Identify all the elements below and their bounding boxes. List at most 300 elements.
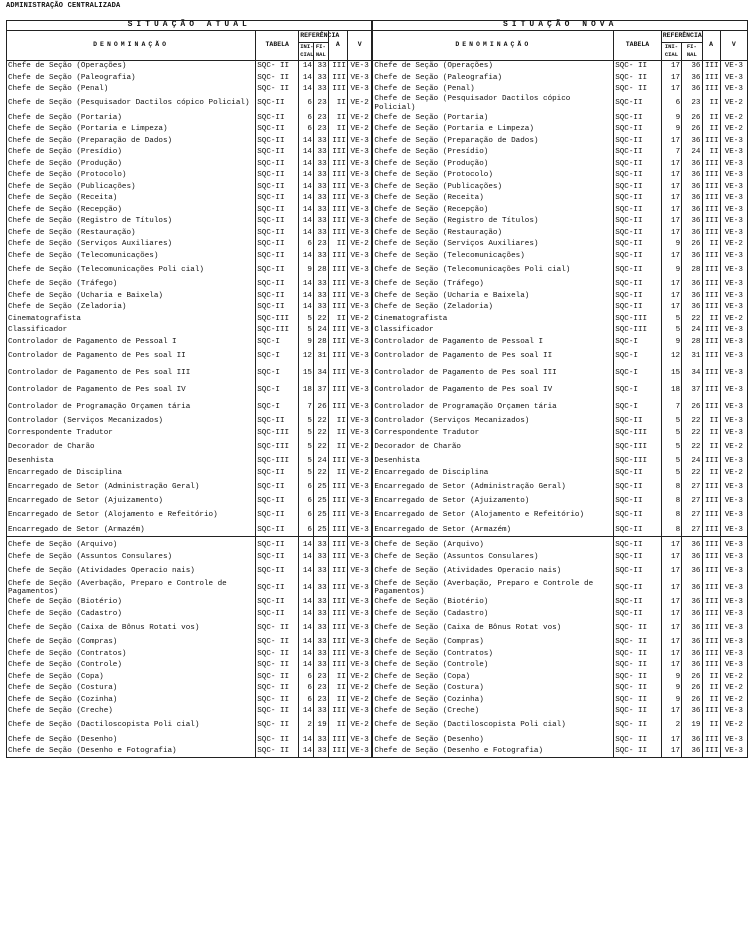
ref-inicial-current-cell: 14 <box>299 620 314 637</box>
ref-inicial-current-cell: 15 <box>299 365 314 382</box>
tabela-new-cell: SQC-I <box>614 399 662 416</box>
table-row <box>7 439 748 456</box>
denominacao-new-cell: Chefe de Seção (Paleografia) <box>372 72 613 84</box>
tabela-current-cell: SQC- II <box>256 734 299 746</box>
ref-final-current-cell: 33 <box>313 250 328 262</box>
a-new-cell: III <box>702 479 720 496</box>
table-row <box>7 382 748 399</box>
ref-inicial-new-cell: 17 <box>661 551 681 563</box>
table-row <box>7 551 748 563</box>
v-new-cell: VE-3 <box>720 507 747 524</box>
tabela-new-cell: SQC-II <box>614 496 662 508</box>
v-current-cell: VE-3 <box>347 290 372 302</box>
v-current-cell: VE-3 <box>347 746 372 758</box>
denominacao-current-cell: Encarregado de Setor (Ajuizamento) <box>7 496 256 508</box>
a-new-cell: III <box>702 580 720 597</box>
tabela-new-cell: SQC-II <box>614 467 662 479</box>
ref-inicial-new-cell: 17 <box>661 706 681 718</box>
v-new-cell: VE-3 <box>720 608 747 620</box>
ref-final-current-cell: 23 <box>313 95 328 112</box>
ref-inicial-current-cell: 14 <box>299 170 314 182</box>
ref-final-current-cell: 33 <box>313 72 328 84</box>
a-new-cell: III <box>702 181 720 193</box>
a-new-cell: III <box>702 365 720 382</box>
tabela-new-cell: SQC-III <box>614 456 662 468</box>
ref-final-new-cell: 27 <box>682 496 702 508</box>
ref-final-current-cell: 33 <box>313 279 328 291</box>
denominacao-current-cell: Chefe de Seção (Receita) <box>7 193 256 205</box>
ref-inicial-new-cell: 5 <box>661 467 681 479</box>
v-current-cell: VE-3 <box>347 158 372 170</box>
ref-final-current-cell: 22 <box>313 467 328 479</box>
denominacao-current-cell: Chefe de Seção (Controle) <box>7 660 256 672</box>
tabela-new-cell: SQC- II <box>614 683 662 695</box>
ref-inicial-new-cell: 9 <box>661 336 681 348</box>
table-row <box>7 540 748 552</box>
v-new-cell: VE-3 <box>720 620 747 637</box>
ref-inicial-new-cell: 17 <box>661 540 681 552</box>
v-current-cell: VE-2 <box>347 694 372 706</box>
v-new-cell: VE-3 <box>720 302 747 314</box>
v-new-cell: VE-3 <box>720 416 747 428</box>
tabela-new-cell: SQC-II <box>614 540 662 552</box>
ref-inicial-new-cell: 17 <box>661 279 681 291</box>
v-new-cell: VE-3 <box>720 746 747 758</box>
ref-final-new-cell: 36 <box>682 563 702 580</box>
table-row <box>7 734 748 746</box>
v-current-cell: VE-3 <box>347 302 372 314</box>
ref-final-current-cell: 33 <box>313 216 328 228</box>
tabela-new-cell: SQC- II <box>614 84 662 96</box>
tabela-current-cell: SQC-II <box>256 467 299 479</box>
a-new-cell: III <box>702 648 720 660</box>
v-new-cell: VE-3 <box>720 279 747 291</box>
tabela-new-cell: SQC-II <box>614 124 662 136</box>
table-row <box>7 95 748 112</box>
v-current-cell: VE-3 <box>347 170 372 182</box>
ref-final-new-cell: 36 <box>682 227 702 239</box>
ref-final-current-cell: 33 <box>313 597 328 609</box>
v-current-cell: VE-2 <box>347 112 372 124</box>
ref-inicial-current-cell: 14 <box>299 181 314 193</box>
a-new-cell: III <box>702 507 720 524</box>
a-current-cell: III <box>328 563 347 580</box>
tabela-new-cell: SQC-III <box>614 313 662 325</box>
denominacao-current-cell: Chefe de Seção (Costura) <box>7 683 256 695</box>
a-current-cell: III <box>328 660 347 672</box>
ref-inicial-new-cell: 17 <box>661 181 681 193</box>
a-current-cell: II <box>328 416 347 428</box>
tabela-new-cell: SQC- II <box>614 734 662 746</box>
ref-final-current-cell: 33 <box>313 227 328 239</box>
v-new-cell: VE-3 <box>720 204 747 216</box>
tabela-new-cell: SQC- II <box>614 717 662 734</box>
tabela-current-cell: SQC-II <box>256 158 299 170</box>
denominacao-new-cell: Chefe de Seção (Tráfego) <box>372 279 613 291</box>
v-current-cell: VE-3 <box>347 456 372 468</box>
a-new-cell: III <box>702 279 720 291</box>
ref-inicial-new-cell: 17 <box>661 170 681 182</box>
denominacao-new-cell: Controlador de Programação Orçamen tária <box>372 399 613 416</box>
a-current-cell: III <box>328 637 347 649</box>
v-new-cell: VE-3 <box>720 336 747 348</box>
v-new-cell: VE-3 <box>720 147 747 159</box>
denominacao-current-cell: Encarregado de Setor (Administração Geral) <box>7 479 256 496</box>
denominacao-current-cell: Controlador de Pagamento de Pes soal III <box>7 365 256 382</box>
a-current-cell: III <box>328 597 347 609</box>
table-row <box>7 427 748 439</box>
tabela-new-cell: SQC-III <box>614 325 662 337</box>
ref-inicial-current-cell: 14 <box>299 746 314 758</box>
tabela-current-cell: SQC-II <box>256 416 299 428</box>
ref-inicial-new-cell: 5 <box>661 416 681 428</box>
v-current-cell: VE-3 <box>347 348 372 365</box>
denominacao-new-cell: Correspondente Tradutor <box>372 427 613 439</box>
v-current-cell: VE-3 <box>347 181 372 193</box>
tabela-current-cell: SQC-II <box>256 608 299 620</box>
ref-inicial-current-cell: 2 <box>299 717 314 734</box>
ref-inicial-current-cell: 14 <box>299 279 314 291</box>
ref-inicial-current-cell: 14 <box>299 608 314 620</box>
ref-inicial-current-cell: 6 <box>299 524 314 536</box>
ref-inicial-new-cell: 17 <box>661 158 681 170</box>
tabela-new-cell: SQC-I <box>614 382 662 399</box>
tabela-current-cell: SQC- II <box>256 660 299 672</box>
v-current-cell: VE-3 <box>347 60 372 72</box>
v-new-cell: VE-3 <box>720 456 747 468</box>
ref-inicial-new-cell: 8 <box>661 496 681 508</box>
a-new-cell: III <box>702 382 720 399</box>
ref-final-new-cell: 36 <box>682 158 702 170</box>
ref-inicial-current-cell: 6 <box>299 124 314 136</box>
table-row <box>7 399 748 416</box>
denominacao-new-cell: Chefe de Seção (Produção) <box>372 158 613 170</box>
a-new-cell: II <box>702 124 720 136</box>
v-current-cell: VE-3 <box>347 540 372 552</box>
ref-final-new-cell: 27 <box>682 524 702 536</box>
tabela-current-cell: SQC-II <box>256 551 299 563</box>
v-current-cell: VE-3 <box>347 734 372 746</box>
a-current-cell: III <box>328 135 347 147</box>
denominacao-current-cell: Controlador (Serviços Mecanizados) <box>7 416 256 428</box>
tabela-current-cell: SQC-II <box>256 580 299 597</box>
denominacao-new-cell: Encarregado de Setor (Alojamento e Refeitório) <box>372 507 613 524</box>
v-new-cell: VE-3 <box>720 580 747 597</box>
tabela-new-cell: SQC- II <box>614 746 662 758</box>
ref-final-current-cell: 33 <box>313 193 328 205</box>
ref-final-current-cell: 31 <box>313 348 328 365</box>
ref-final-current-cell: 33 <box>313 637 328 649</box>
denominacao-new-cell: Chefe de Seção (Portaria) <box>372 112 613 124</box>
tabela-current-cell: SQC-I <box>256 365 299 382</box>
a-new-cell: III <box>702 551 720 563</box>
denominacao-new-cell: Chefe de Seção (Preparação de Dados) <box>372 135 613 147</box>
a-new-cell: III <box>702 193 720 205</box>
v-current-cell: VE-3 <box>347 427 372 439</box>
ref-inicial-current-cell: 14 <box>299 563 314 580</box>
table-row <box>7 84 748 96</box>
denominacao-current-cell: Correspondente Tradutor <box>7 427 256 439</box>
denominacao-current-cell: Classificador <box>7 325 256 337</box>
denominacao-new-cell: Chefe de Seção (Creche) <box>372 706 613 718</box>
ref-final-current-cell: 23 <box>313 694 328 706</box>
a-current-cell: III <box>328 60 347 72</box>
table-row <box>7 181 748 193</box>
table-row <box>7 124 748 136</box>
v-current-cell: VE-2 <box>347 239 372 251</box>
denominacao-current-cell: Chefe de Seção (Paleografia) <box>7 72 256 84</box>
ref-final-current-cell: 33 <box>313 706 328 718</box>
denominacao-new-cell: Chefe de Seção (Dactiloscopista Poli cial) <box>372 717 613 734</box>
table-row <box>7 250 748 262</box>
denominacao-current-cell: Chefe de Seção (Produção) <box>7 158 256 170</box>
ref-inicial-current-cell: 9 <box>299 262 314 279</box>
ref-final-new-cell: 37 <box>682 382 702 399</box>
table-row <box>7 216 748 228</box>
table-row <box>7 637 748 649</box>
ref-final-current-cell: 33 <box>313 563 328 580</box>
a-new-cell: III <box>702 734 720 746</box>
ref-final-new-cell: 19 <box>682 717 702 734</box>
tabela-current-cell: SQC-II <box>256 204 299 216</box>
a-current-cell: III <box>328 734 347 746</box>
denominacao-current-cell: Chefe de Seção (Restauração) <box>7 227 256 239</box>
v-new-cell: VE-3 <box>720 158 747 170</box>
v-current-cell: VE-2 <box>347 683 372 695</box>
ref-inicial-new-cell: 17 <box>661 648 681 660</box>
v-new-cell: VE-2 <box>720 717 747 734</box>
tabela-current-cell: SQC-II <box>256 563 299 580</box>
ref-inicial-current-cell: 9 <box>299 336 314 348</box>
a-new-cell: III <box>702 399 720 416</box>
a-new-cell: III <box>702 290 720 302</box>
tabela-current-cell: SQC-II <box>256 216 299 228</box>
ref-inicial-new-cell: 5 <box>661 439 681 456</box>
tabela-current-cell: SQC-II <box>256 540 299 552</box>
ref-final-new-cell: 36 <box>682 597 702 609</box>
ref-final-current-cell: 23 <box>313 683 328 695</box>
denominacao-current-cell: Decorador de Charão <box>7 439 256 456</box>
ref-inicial-new-cell: 17 <box>661 620 681 637</box>
ref-inicial-new-cell: 8 <box>661 524 681 536</box>
ref-final-current-cell: 23 <box>313 239 328 251</box>
tabela-current-cell: SQC-II <box>256 279 299 291</box>
v-new-cell: VE-2 <box>720 95 747 112</box>
tabela-new-cell: SQC-III <box>614 427 662 439</box>
v-current-cell: VE-3 <box>347 507 372 524</box>
tabela-current-cell: SQC-III <box>256 325 299 337</box>
denominacao-current-cell: Cinematografista <box>7 313 256 325</box>
a-new-cell: III <box>702 302 720 314</box>
denominacao-current-cell: Chefe de Seção (Serviços Auxiliares) <box>7 239 256 251</box>
tabela-current-cell: SQC-II <box>256 239 299 251</box>
ref-final-current-cell: 19 <box>313 717 328 734</box>
v-current-cell: VE-3 <box>347 524 372 536</box>
ref-inicial-new-cell: 15 <box>661 365 681 382</box>
v-new-cell: VE-2 <box>720 467 747 479</box>
a-current-cell: III <box>328 216 347 228</box>
v-new-cell: VE-3 <box>720 60 747 72</box>
denominacao-current-cell: Chefe de Seção (Caixa de Bônus Rotati vos) <box>7 620 256 637</box>
col-inicial-right: INI-CIAL <box>661 43 681 61</box>
ref-final-new-cell: 26 <box>682 694 702 706</box>
denominacao-current-cell: Chefe de Seção (Zeladoria) <box>7 302 256 314</box>
a-new-cell: II <box>702 439 720 456</box>
ref-final-current-cell: 33 <box>313 551 328 563</box>
a-current-cell: III <box>328 181 347 193</box>
v-new-cell: VE-3 <box>720 479 747 496</box>
denominacao-current-cell: Encarregado de Setor (Alojamento e Refeitório) <box>7 507 256 524</box>
a-new-cell: III <box>702 84 720 96</box>
salary-reclassification-table <box>6 20 748 758</box>
tabela-current-cell: SQC- II <box>256 746 299 758</box>
v-current-cell: VE-3 <box>347 660 372 672</box>
ref-inicial-new-cell: 18 <box>661 382 681 399</box>
ref-final-new-cell: 36 <box>682 734 702 746</box>
ref-inicial-current-cell: 18 <box>299 382 314 399</box>
ref-inicial-new-cell: 5 <box>661 456 681 468</box>
denominacao-current-cell: Chefe de Seção (Presídio) <box>7 147 256 159</box>
table-row <box>7 336 748 348</box>
table-row <box>7 563 748 580</box>
denominacao-new-cell: Controlador de Pagamento de Pessoal I <box>372 336 613 348</box>
a-new-cell: III <box>702 72 720 84</box>
tabela-new-cell: SQC- II <box>614 706 662 718</box>
ref-final-current-cell: 23 <box>313 124 328 136</box>
ref-inicial-current-cell: 14 <box>299 706 314 718</box>
ref-final-new-cell: 36 <box>682 181 702 193</box>
ref-final-new-cell: 26 <box>682 112 702 124</box>
v-current-cell: VE-3 <box>347 479 372 496</box>
situation-current-heading: SITUAÇÃO ATUAL <box>7 21 373 31</box>
v-current-cell: VE-3 <box>347 325 372 337</box>
v-new-cell: VE-3 <box>720 325 747 337</box>
a-current-cell: III <box>328 227 347 239</box>
a-new-cell: III <box>702 597 720 609</box>
v-new-cell: VE-3 <box>720 193 747 205</box>
v-new-cell: VE-3 <box>720 135 747 147</box>
a-new-cell: II <box>702 112 720 124</box>
table-row <box>7 147 748 159</box>
v-new-cell: VE-2 <box>720 313 747 325</box>
ref-inicial-new-cell: 17 <box>661 72 681 84</box>
ref-inicial-current-cell: 6 <box>299 112 314 124</box>
ref-inicial-new-cell: 17 <box>661 193 681 205</box>
denominacao-current-cell: Chefe de Seção (Operações) <box>7 60 256 72</box>
tabela-new-cell: SQC-II <box>614 416 662 428</box>
tabela-current-cell: SQC-II <box>256 170 299 182</box>
ref-final-new-cell: 34 <box>682 365 702 382</box>
ref-final-new-cell: 36 <box>682 290 702 302</box>
a-current-cell: III <box>328 456 347 468</box>
a-current-cell: II <box>328 427 347 439</box>
v-new-cell: VE-2 <box>720 671 747 683</box>
ref-final-current-cell: 33 <box>313 181 328 193</box>
tabela-current-cell: SQC-II <box>256 302 299 314</box>
v-new-cell: VE-3 <box>720 551 747 563</box>
ref-inicial-new-cell: 17 <box>661 302 681 314</box>
ref-inicial-current-cell: 14 <box>299 250 314 262</box>
a-new-cell: III <box>702 227 720 239</box>
col-tabela-right: TABELA <box>614 31 662 61</box>
a-new-cell: II <box>702 416 720 428</box>
a-current-cell: II <box>328 683 347 695</box>
ref-final-current-cell: 33 <box>313 580 328 597</box>
v-current-cell: VE-2 <box>347 717 372 734</box>
ref-inicial-current-cell: 14 <box>299 216 314 228</box>
tabela-new-cell: SQC-III <box>614 439 662 456</box>
denominacao-new-cell: Chefe de Seção (Cozinha) <box>372 694 613 706</box>
tabela-current-cell: SQC- II <box>256 620 299 637</box>
ref-final-new-cell: 26 <box>682 239 702 251</box>
table-row <box>7 158 748 170</box>
denominacao-current-cell: Chefe de Seção (Registro de Títulos) <box>7 216 256 228</box>
a-current-cell: III <box>328 524 347 536</box>
ref-inicial-current-cell: 14 <box>299 648 314 660</box>
ref-final-new-cell: 36 <box>682 170 702 182</box>
a-new-cell: III <box>702 262 720 279</box>
v-new-cell: VE-3 <box>720 250 747 262</box>
ref-final-new-cell: 36 <box>682 72 702 84</box>
ref-final-new-cell: 36 <box>682 746 702 758</box>
denominacao-current-cell: Chefe de Seção (Ucharia e Baixela) <box>7 290 256 302</box>
tabela-current-cell: SQC- II <box>256 694 299 706</box>
v-new-cell: VE-3 <box>720 648 747 660</box>
ref-final-new-cell: 36 <box>682 706 702 718</box>
ref-inicial-current-cell: 6 <box>299 683 314 695</box>
col-referencia-right: REFERÊNCIA <box>661 31 702 43</box>
ref-inicial-current-cell: 5 <box>299 313 314 325</box>
denominacao-new-cell: Chefe de Seção (Telecomunicações Poli cial) <box>372 262 613 279</box>
v-current-cell: VE-3 <box>347 216 372 228</box>
ref-inicial-current-cell: 14 <box>299 597 314 609</box>
ref-inicial-current-cell: 6 <box>299 496 314 508</box>
denominacao-current-cell: Chefe de Seção (Creche) <box>7 706 256 718</box>
ref-final-current-cell: 33 <box>313 204 328 216</box>
ref-inicial-new-cell: 9 <box>661 671 681 683</box>
ref-inicial-new-cell: 7 <box>661 147 681 159</box>
denominacao-current-cell: Chefe de Seção (Copa) <box>7 671 256 683</box>
tabela-current-cell: SQC- II <box>256 717 299 734</box>
denominacao-new-cell: Chefe de Seção (Penal) <box>372 84 613 96</box>
denominacao-new-cell: Chefe de Seção (Desenho) <box>372 734 613 746</box>
tabela-current-cell: SQC-II <box>256 479 299 496</box>
a-new-cell: III <box>702 158 720 170</box>
tabela-current-cell: SQC- II <box>256 60 299 72</box>
ref-inicial-new-cell: 17 <box>661 216 681 228</box>
a-current-cell: III <box>328 365 347 382</box>
ref-inicial-current-cell: 14 <box>299 734 314 746</box>
ref-inicial-current-cell: 6 <box>299 239 314 251</box>
ref-final-current-cell: 33 <box>313 147 328 159</box>
a-new-cell: II <box>702 239 720 251</box>
ref-inicial-current-cell: 14 <box>299 637 314 649</box>
v-current-cell: VE-2 <box>347 439 372 456</box>
denominacao-new-cell: Chefe de Seção (Ucharia e Baixela) <box>372 290 613 302</box>
tabela-current-cell: SQC-III <box>256 313 299 325</box>
a-current-cell: III <box>328 290 347 302</box>
denominacao-current-cell: Chefe de Seção (Biotério) <box>7 597 256 609</box>
ref-inicial-new-cell: 17 <box>661 290 681 302</box>
ref-final-new-cell: 31 <box>682 348 702 365</box>
v-current-cell: VE-3 <box>347 279 372 291</box>
v-new-cell: VE-3 <box>720 427 747 439</box>
tabela-new-cell: SQC- II <box>614 60 662 72</box>
denominacao-new-cell: Encarregado de Setor (Armazém) <box>372 524 613 536</box>
a-new-cell: III <box>702 325 720 337</box>
tabela-current-cell: SQC-II <box>256 262 299 279</box>
denominacao-current-cell: Encarregado de Setor (Armazém) <box>7 524 256 536</box>
